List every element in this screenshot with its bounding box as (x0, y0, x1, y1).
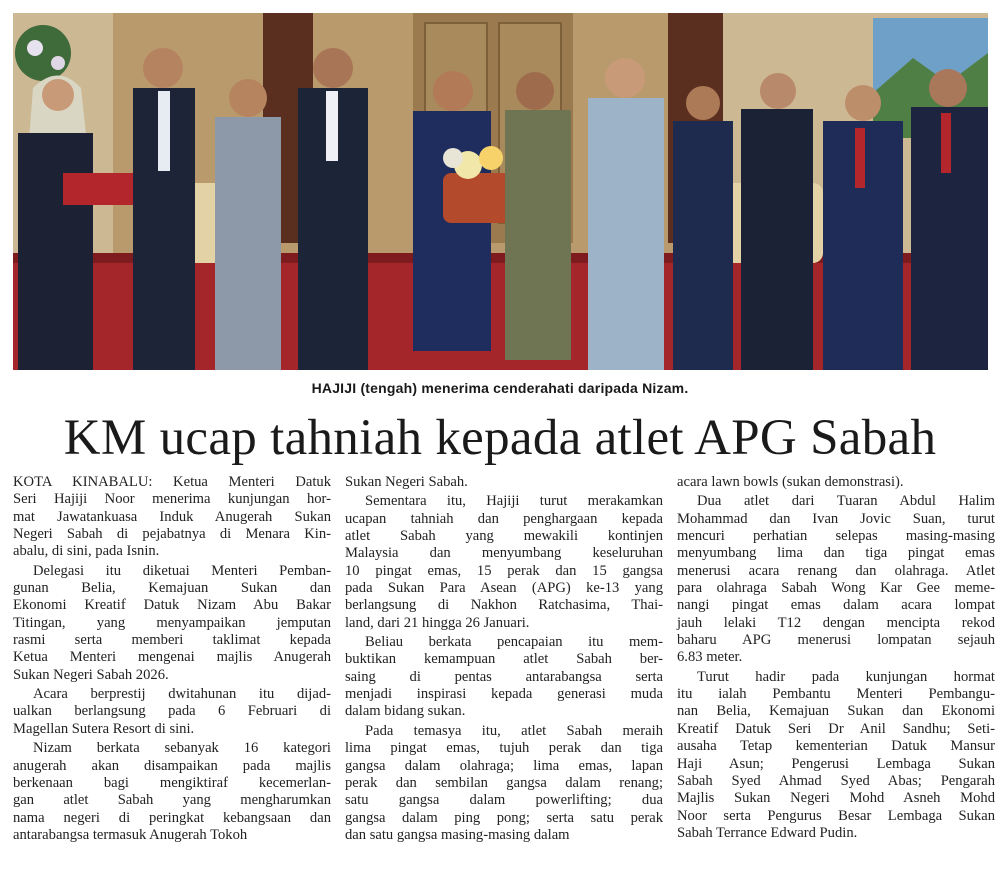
article-line: ausaha Tetap kementerian Datuk Mansur (677, 738, 995, 755)
article-line: Acara berprestij dwitahunan itu dijad- (33, 686, 331, 703)
article-line: Sukan Negeri Sabah 2026. (13, 666, 169, 683)
article-line: Delegasi itu diketuai Menteri Pemban- (33, 562, 331, 579)
article-line: gunan Belia, Kemajuan Sukan dan (13, 580, 331, 597)
article-line: Turut hadir pada kunjungan hormat (697, 668, 995, 685)
article-line: Sabah Terrance Edward Pudin. (677, 824, 858, 841)
article-column-3 (677, 474, 995, 842)
article-line: menjadi inspirasi kepada generasi muda (345, 686, 663, 703)
article-paragraph (13, 686, 331, 738)
article-line: Mohammad dan Ivan Jovic Suan, turut (677, 510, 995, 527)
article-line: land, dari 21 hingga 26 Januari. (345, 614, 530, 631)
article-line: Negeri Sabah di pejabatnya di Menara Kin- (13, 526, 331, 543)
article-line: abalu, di sini, pada Isnin. (13, 543, 160, 560)
article-line: rasmi serta memberi taklimat kepada (13, 632, 331, 649)
article-line: buktikan kemampuan atlet Sabah ber- (345, 651, 663, 668)
article-line: acara lawn bowls (sukan demonstrasi). (677, 474, 904, 490)
article-line: nangi pingat emas dalam acara lompat (677, 597, 995, 614)
article-photo (13, 13, 988, 370)
group-photo-illustration (13, 13, 988, 370)
article-line: Nizam berkata sebanyak 16 kategori (33, 740, 331, 757)
article-line: gangsa dalam olahraga; lima emas, lapan (345, 757, 663, 774)
article-line: Noor serta Pengurus Besar Lembaga Sukan (677, 807, 995, 824)
article-paragraph (677, 493, 995, 666)
article-line: dalam bidang sukan. (345, 703, 466, 720)
article-line: jauh lelaki T12 dengan mencipta rekod (677, 614, 995, 631)
article-paragraph (345, 723, 663, 844)
article-line: Seri Hajiji Noor menerima kunjungan hor- (13, 491, 331, 508)
article-paragraph (345, 493, 663, 632)
article-line: Ekonomi Kreatif Datuk Nizam Abu Bakar (13, 597, 331, 614)
article-line: Majlis Sukan Negeri Mohd Asneh Mohd (677, 790, 995, 807)
article-line: dan satu gangsa masing-masing dalam (345, 826, 570, 843)
article-paragraph (345, 634, 663, 721)
article-paragraph (13, 563, 331, 684)
article-line: KOTA KINABALU: Ketua Menteri Datuk (13, 474, 331, 490)
article-line: mat Jawatankuasa Induk Anugerah Sukan (13, 508, 331, 525)
article-paragraph (13, 474, 331, 561)
article-line: berkenaan bagi mengiktiraf kecemerlan- (13, 774, 331, 791)
article-column-2 (345, 474, 663, 844)
article-line: satu gangsa dalam powerlifting; dua (345, 792, 663, 809)
article-line: gangsa dalam ping pong; serta satu perak (345, 809, 663, 826)
photo-caption: HAJIJI (tengah) menerima cenderahati daripada Nizam. (311, 380, 689, 396)
article-line: Sementara itu, Hajiji turut merakamkan (365, 493, 663, 510)
article-paragraph (677, 474, 995, 491)
article-paragraph (13, 740, 331, 844)
article-line: 6.83 meter. (677, 649, 743, 666)
article-line: berlangsung di Nakhon Ratchasima, Thai- (345, 597, 663, 614)
article-line: itu ialah Pembantu Menteri Pembangu- (677, 686, 995, 703)
article-line: menerusi acara renang dan olahraga. Atlet (677, 562, 995, 579)
article-paragraph (345, 474, 663, 491)
article-line: lima pingat emas, tujuh perak dan tiga (345, 740, 663, 757)
article-line: perak dan sembilan gangsa dalam renang; (345, 774, 663, 791)
article-line: nama negeri di peringkat kebangsaan dan (13, 809, 331, 826)
article-line: atlet Sabah yang mewakili kontinjen (345, 528, 663, 545)
article-line: Dua atlet dari Tuaran Abdul Halim (697, 493, 995, 510)
article-line: gan atlet Sabah yang mengharumkan (13, 792, 331, 809)
article-line: Beliau berkata pencapaian itu mem- (365, 634, 663, 651)
article-line: Ketua Menteri mengenai majlis Anugerah (13, 649, 331, 666)
article-line: anugerah akan disampaikan pada majlis (13, 757, 331, 774)
article-line: nan Belia, Kemajuan Sukan dan Ekonomi (677, 703, 995, 720)
article-line: antarabangsa termasuk Anugerah Tokoh (13, 826, 248, 843)
article-line: baharu APG menerusi lompatan sejauh (677, 632, 995, 649)
article-line: Titingan, yang menyampaikan jemputan (13, 614, 331, 631)
article-line: Kreatif Datuk Seri Dr Anil Sandhu; Seti- (677, 720, 995, 737)
article-line: menyumbang lima dan tiga pingat emas (677, 545, 995, 562)
article-headline: KM ucap tahniah kepada atlet APG Sabah (63, 410, 937, 466)
article-line: pada Sukan Para Asean (APG) ke-13 yang (345, 580, 663, 597)
article-line: ucapan tahniah dan penghargaan kepada (345, 510, 663, 527)
article-paragraph (677, 669, 995, 842)
article-line: Sukan Negeri Sabah. (345, 474, 468, 490)
article-line: para olahraga Sabah Wong Kar Gee meme- (677, 580, 995, 597)
article-line: Sabah Syed Ahmad Syed Abas; Pengarah (677, 772, 995, 789)
article-line: mencuri perhatian selepas masing-masing (677, 528, 995, 545)
article-line: ualkan berlangsung pada 6 Februari di (13, 703, 331, 720)
article-line: 10 pingat emas, 15 perak dan 15 gangsa (345, 562, 663, 579)
article-column-1 (13, 474, 331, 844)
article-line: Haji Asun; Pengerusi Lembaga Sukan (677, 755, 995, 772)
article-line: Malaysia dan menyumbang keseluruhan (345, 545, 663, 562)
article-line: Pada temasya itu, atlet Sabah meraih (365, 722, 663, 739)
article-line: saing di pentas antarabangsa serta (345, 668, 663, 685)
article-line: Magellan Sutera Resort di sini. (13, 720, 195, 737)
